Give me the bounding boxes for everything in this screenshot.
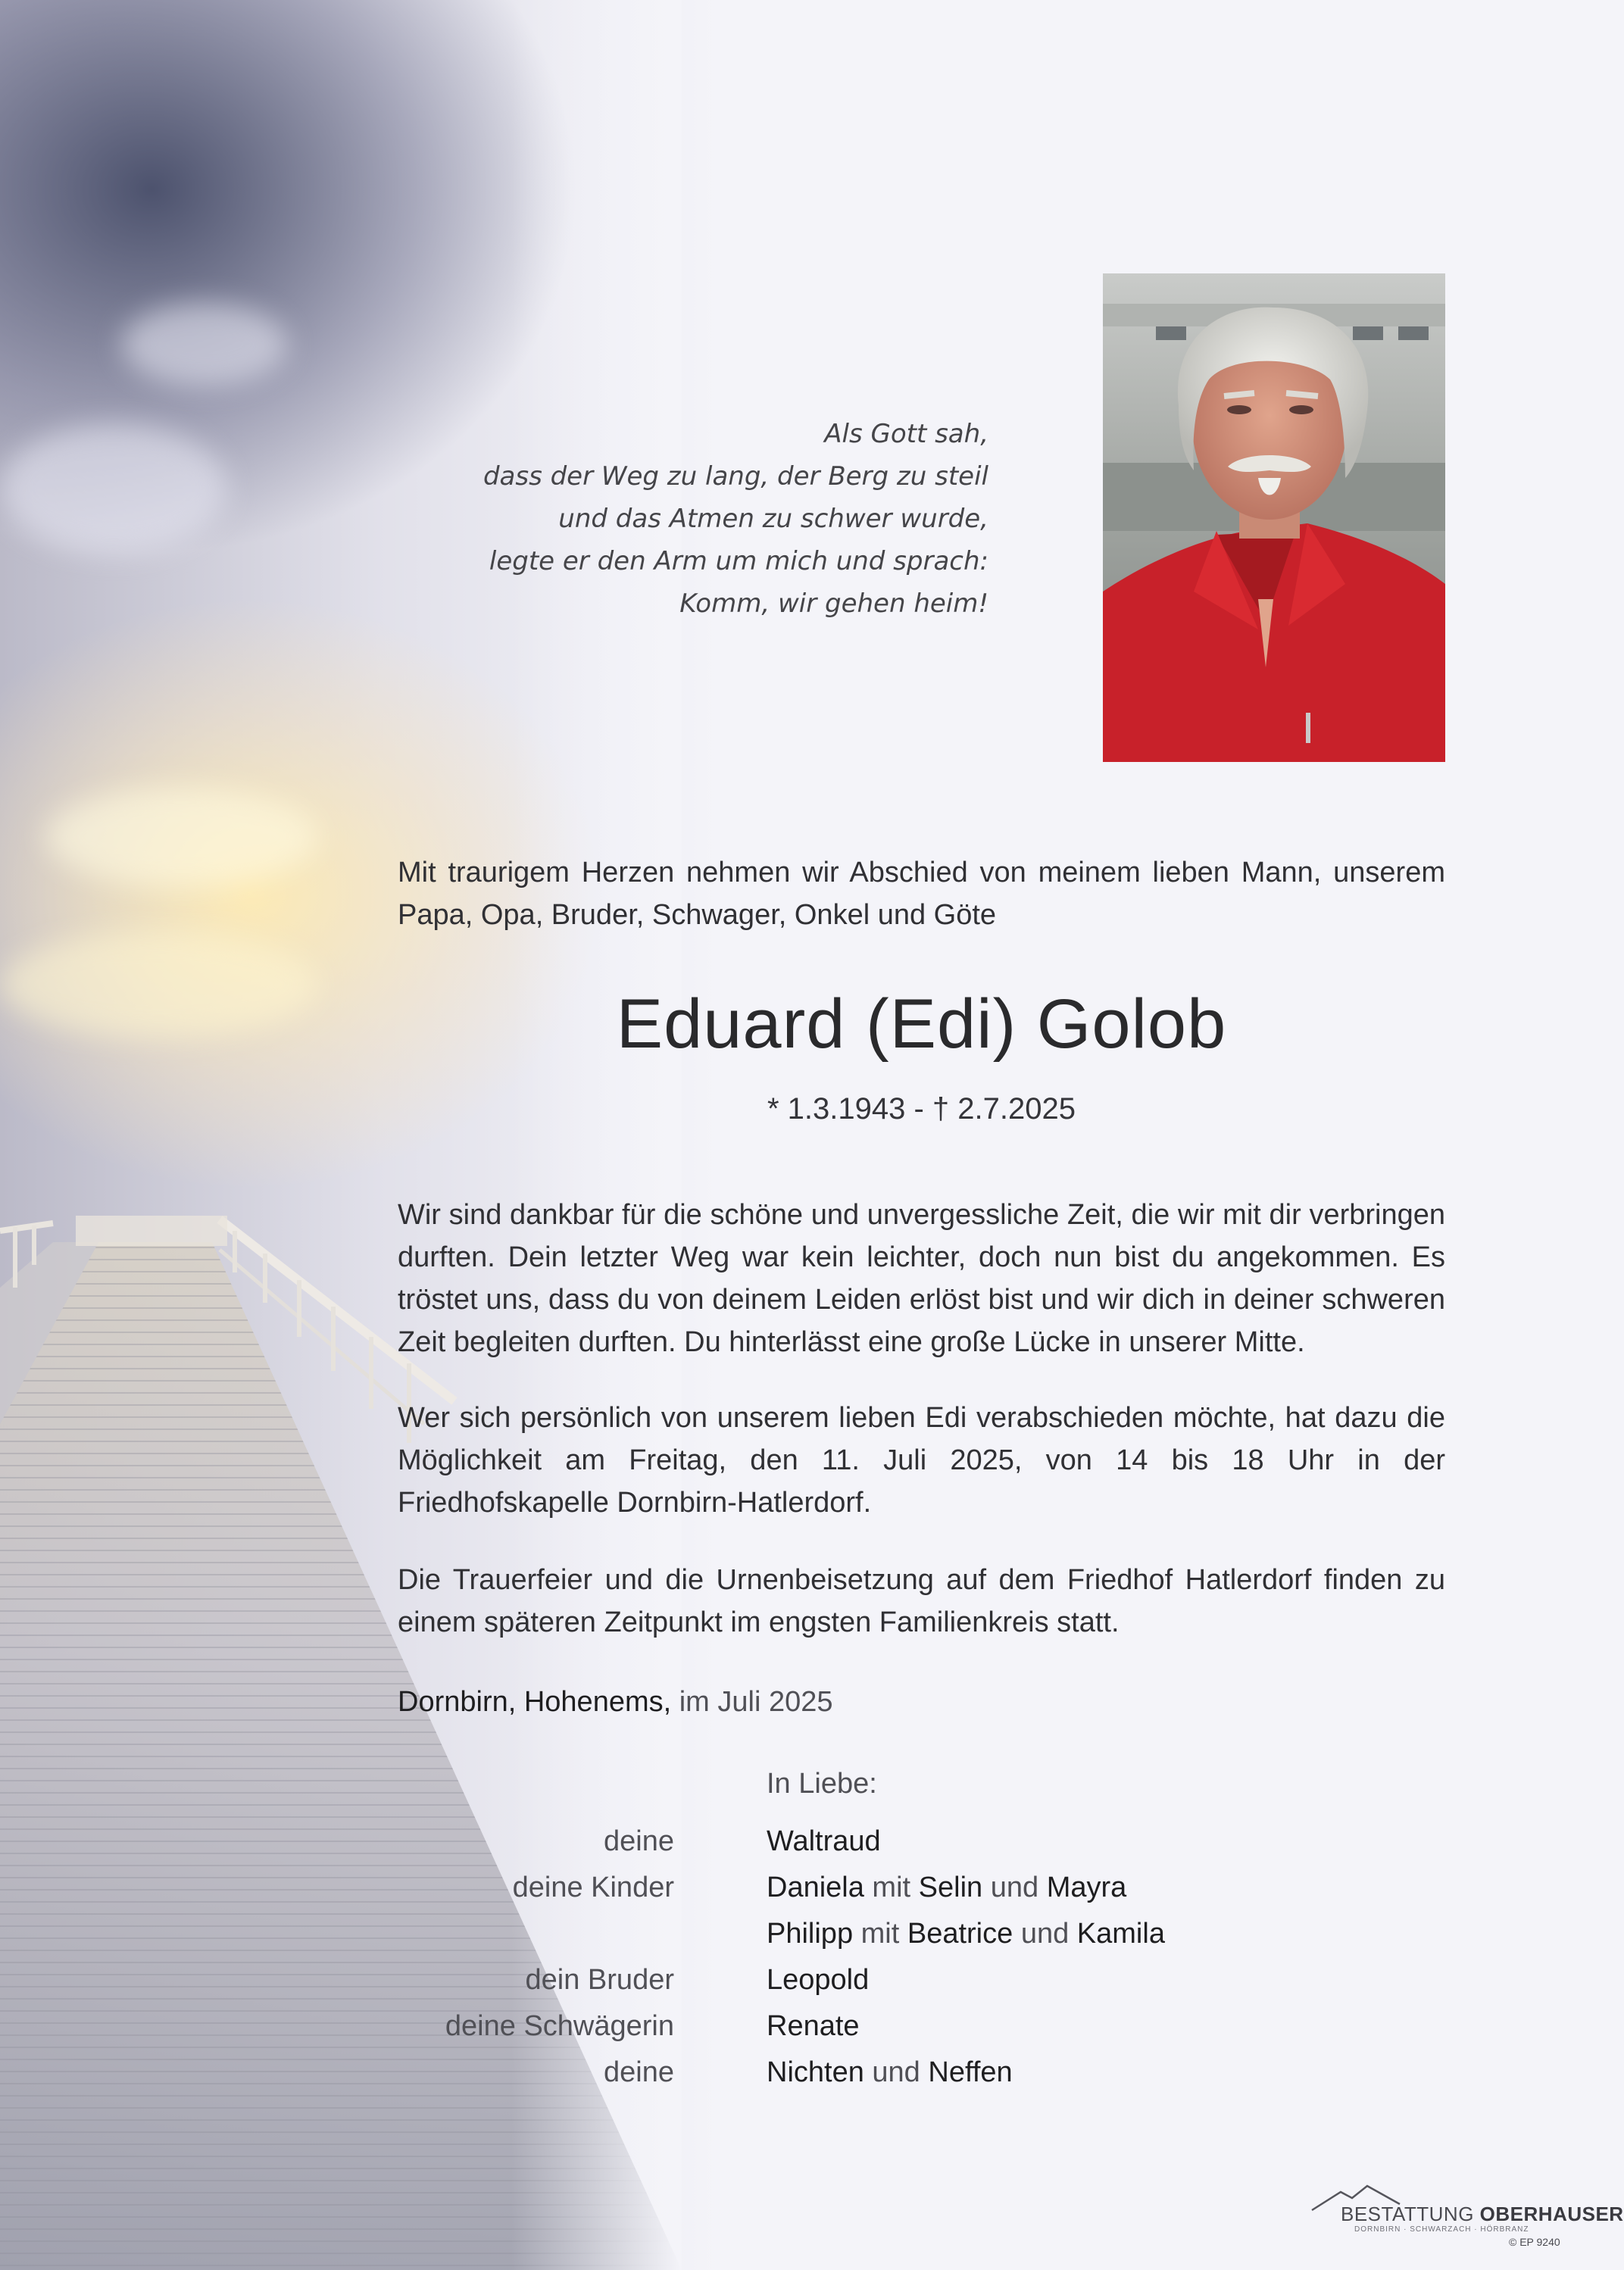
mourner-name: Mayra: [1046, 1872, 1127, 1903]
connector-word: und: [1013, 1918, 1077, 1950]
life-dates: * 1.3.1943 - † 2.7.2025: [767, 1092, 1076, 1126]
paragraph-farewell: Wer sich persönlich von unserem lieben Edi verabschieden möchte, hat dazu die Möglichkeit am Freitag, den 11. Juli 2025, von 14 bis 18 Uhr in der Friedhofskapelle Dornbirn-Hatlerdorf.: [398, 1402, 1445, 1519]
poem-line: Komm, wir gehen heim!: [679, 589, 988, 619]
portrait-photo: [1103, 273, 1445, 762]
mourner-relation: deine: [604, 2056, 674, 2088]
mourner-names: [767, 2056, 1013, 2089]
mourner-relation: dein Bruder: [525, 1964, 674, 1996]
poem: [454, 413, 988, 625]
poem-line: Als Gott sah,: [824, 419, 988, 449]
place-date: [398, 1681, 1445, 1723]
pier-illustration: [0, 0, 682, 2270]
poem-line: dass der Weg zu lang, der Berg zu steil: [483, 461, 988, 492]
logo-locations: DORNBIRN · SCHWARZACH · HÖRBRANZ: [1354, 2225, 1529, 2234]
mourner-name: Leopold: [767, 1964, 870, 1996]
mourner-relation: deine: [604, 1825, 674, 1857]
mourner-name: Selin: [918, 1872, 983, 1903]
place-names: Dornbirn, Hohenems,: [398, 1686, 672, 1718]
logo-text: [1341, 2203, 1624, 2226]
connector-word: und: [864, 2056, 929, 2088]
connector-word: mit: [853, 1918, 907, 1950]
logo-word-1: BESTATTUNG: [1341, 2203, 1474, 2225]
mourner-names: [767, 1918, 1165, 1950]
ep-code: © EP 9240: [1509, 2236, 1560, 2248]
mourner-name: Daniela: [767, 1872, 864, 1903]
intro-text: Mit traurigem Herzen nehmen wir Abschied von meinem lieben Mann, unserem Papa, Opa, Bruder, Schwager, Onkel und Göte: [398, 857, 1445, 931]
mourner-names: [767, 1825, 881, 1858]
mourner-name: Philipp: [767, 1918, 854, 1950]
mourner-names: [767, 2010, 860, 2043]
mourner-name: Beatrice: [907, 1918, 1013, 1950]
connector-word: mit: [864, 1872, 919, 1903]
mourner-name: Neffen: [928, 2056, 1013, 2088]
date-text: im Juli 2025: [679, 1686, 833, 1718]
portrait-image: [1103, 273, 1445, 762]
logo-word-2: OBERHAUSER: [1479, 2203, 1624, 2225]
mourner-name: Kamila: [1076, 1918, 1165, 1950]
mourner-name: Renate: [767, 2010, 860, 2042]
mourner-names: [767, 1872, 1126, 1904]
paragraph-ceremony: Die Trauerfeier und die Urnenbeisetzung auf dem Friedhof Hatlerdorf finden zu einem späteren Zeitpunkt im engsten Familienkreis statt.: [398, 1564, 1445, 1638]
poem-line: und das Atmen zu schwer wurde,: [558, 504, 988, 534]
mourner-relation: deine Schwägerin: [445, 2010, 674, 2042]
poem-line: legte er den Arm um mich und sprach:: [489, 546, 988, 576]
mourner-relation: deine Kinder: [512, 1872, 674, 1903]
mourner-names: [767, 1964, 869, 1997]
mourner-name: Waltraud: [767, 1825, 881, 1857]
funeral-home-logo: [1310, 2181, 1624, 2250]
mourners-heading: In Liebe:: [767, 1768, 877, 1800]
connector-word: und: [982, 1872, 1047, 1903]
deceased-name: Eduard (Edi) Golob: [616, 985, 1227, 1063]
mourner-name: Nichten: [767, 2056, 864, 2088]
paragraph-gratitude: Wir sind dankbar für die schöne und unvergessliche Zeit, die wir mit dir verbringen durften. Dein letzter Weg war kein leichter, doch nun bist du angekommen. Es tröstet uns, dass du von deinem Leiden erlöst bist und wir dich in deiner schweren Zeit begleiten durften. Du hinterlässt eine große Lücke in unserer Mitte.: [398, 1199, 1445, 1358]
